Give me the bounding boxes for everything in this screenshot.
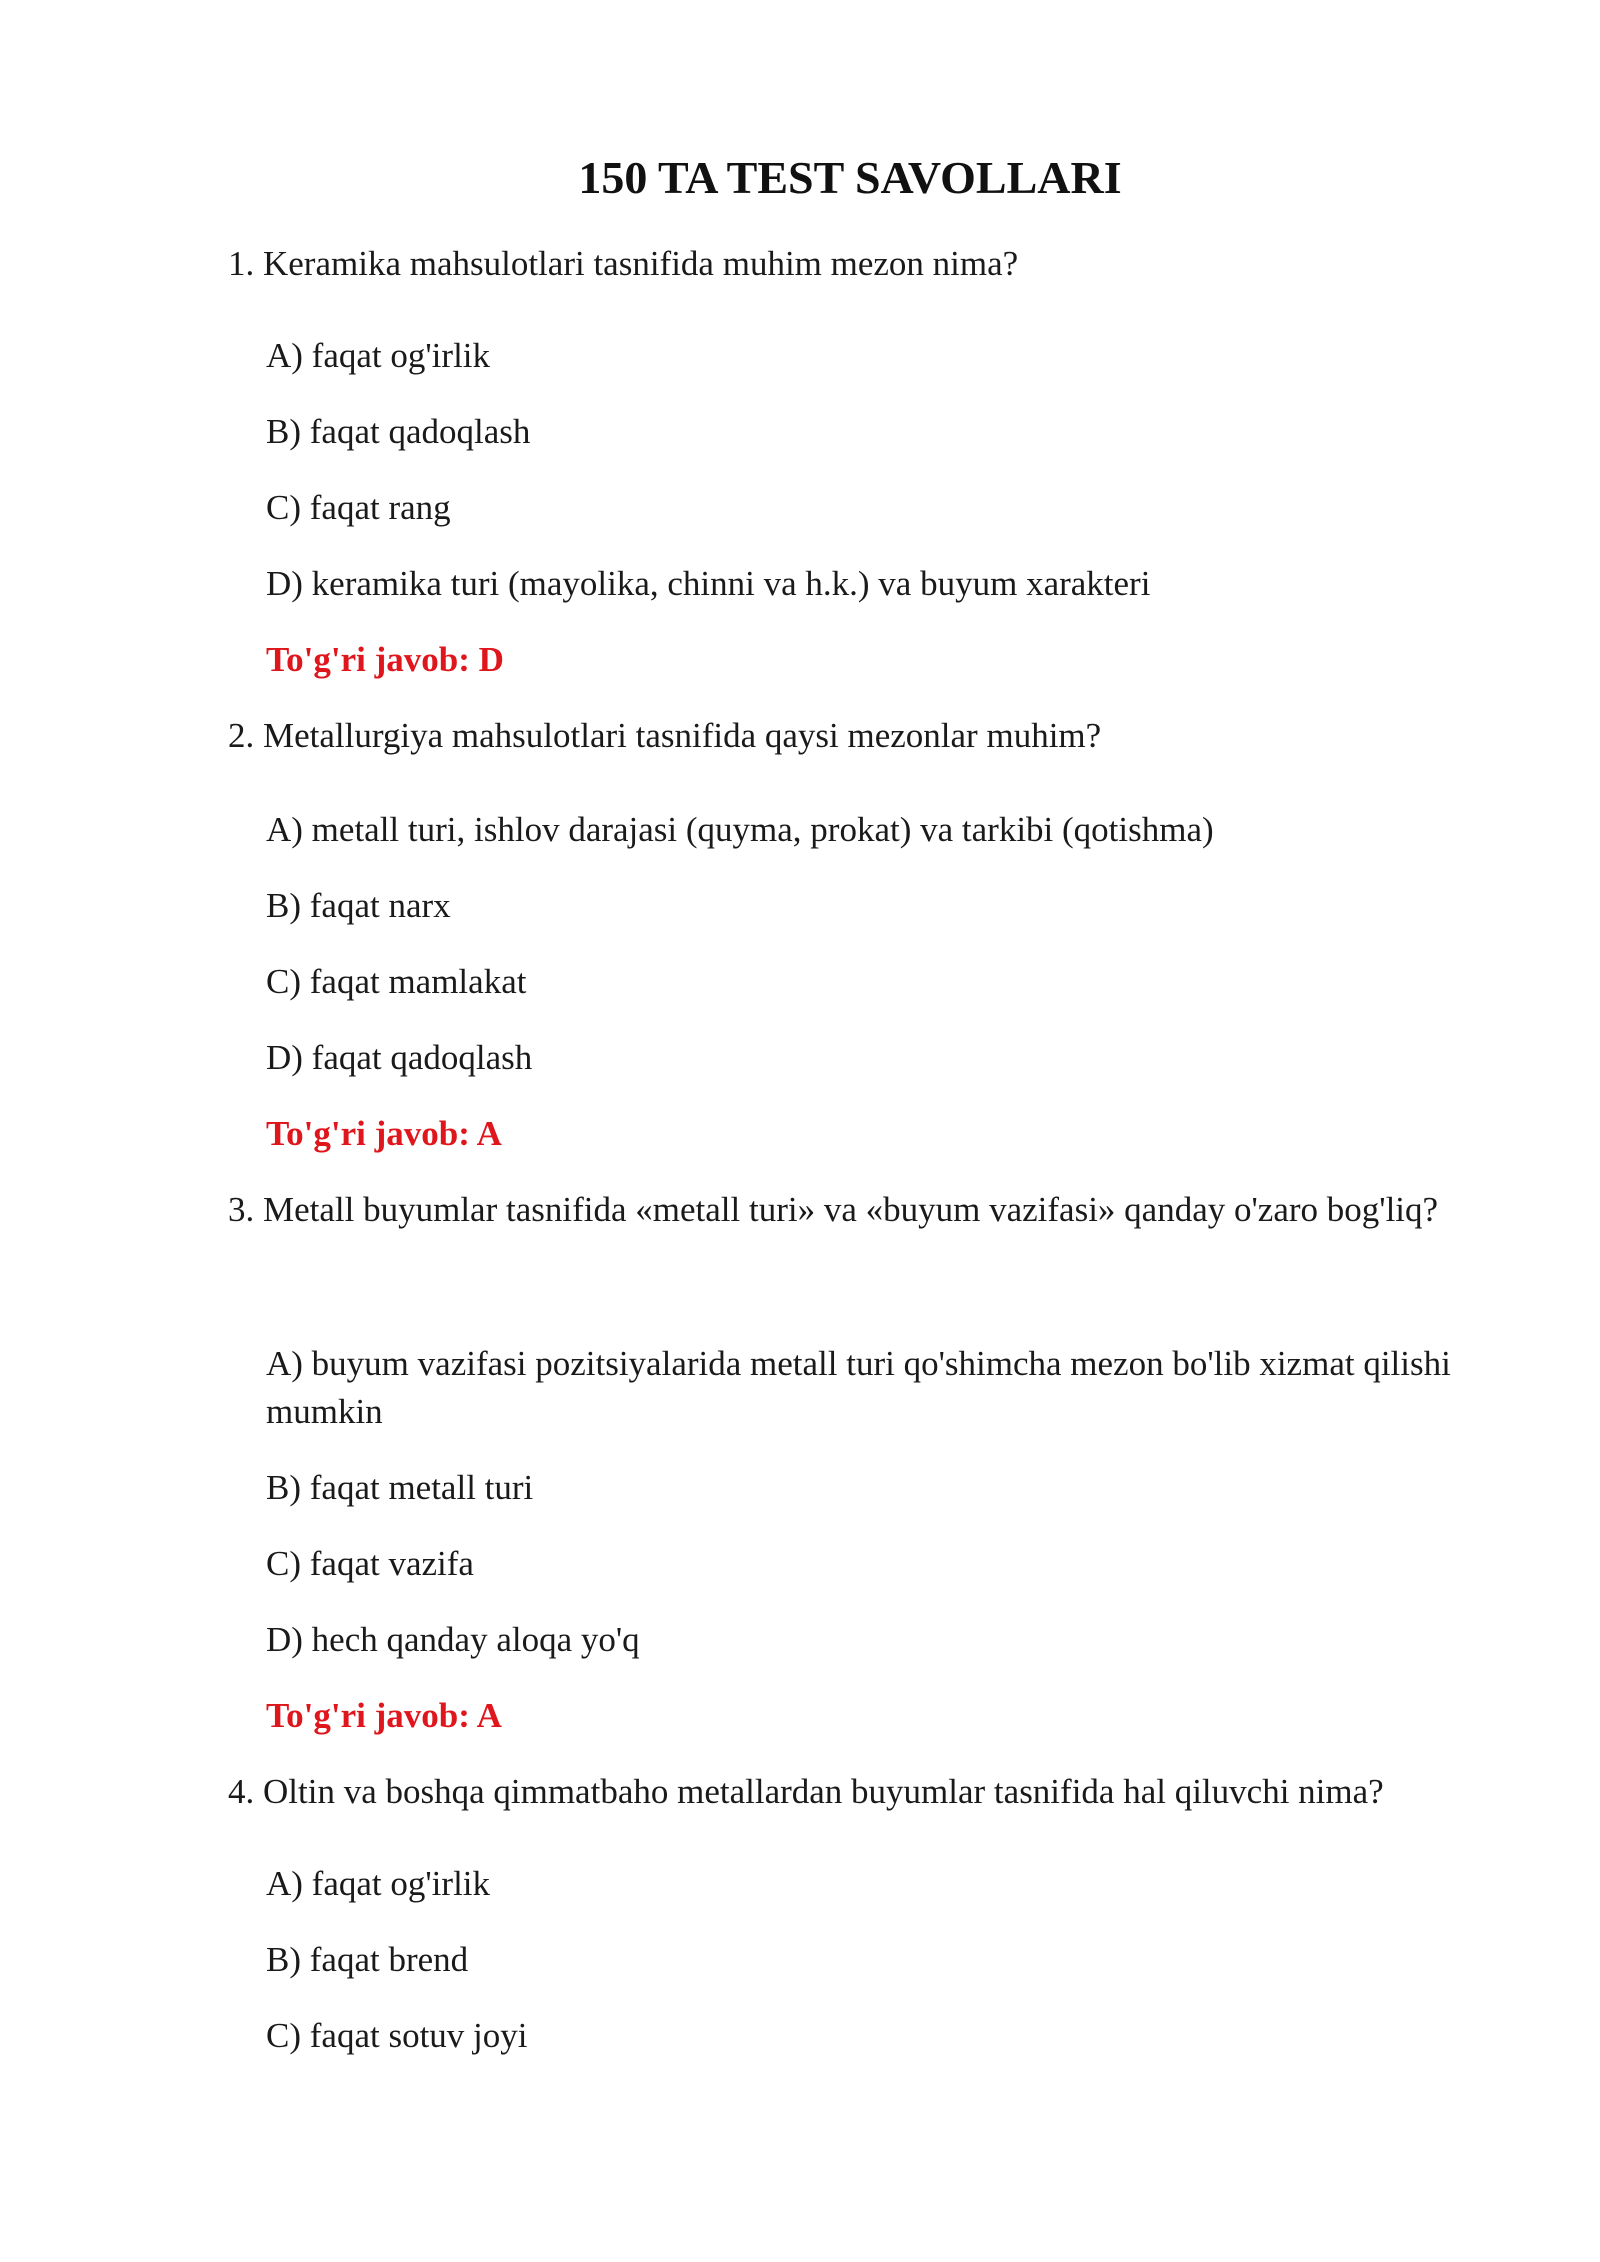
question-1-option-d: D) keramika turi (mayolika, chinni va h.k.) va buyum xarakteri	[266, 564, 1151, 603]
question-1-answer: To'g'ri javob: D	[266, 640, 504, 679]
question-4: 4. Oltin va boshqa qimmatbaho metallardan buyumlar tasnifida hal qiluvchi nima?	[228, 1772, 1384, 1811]
question-2-option-c: C) faqat mamlakat	[266, 962, 527, 1001]
question-3: 3. Metall buyumlar tasnifida «metall turi» va «buyum vazifasi» qanday o'zaro bog'liq?	[228, 1190, 1439, 1229]
question-3-option-c: C) faqat vazifa	[266, 1544, 474, 1583]
question-1: 1. Keramika mahsulotlari tasnifida muhim mezon nima?	[228, 244, 1019, 283]
question-2-answer: To'g'ri javob: A	[266, 1114, 502, 1153]
question-3-option-b: B) faqat metall turi	[266, 1468, 534, 1507]
question-4-option-c: C) faqat sotuv joyi	[266, 2016, 528, 2055]
question-1-option-c: C) faqat rang	[266, 488, 451, 527]
question-4-option-a: A) faqat og'irlik	[266, 1864, 491, 1903]
question-4-option-b: B) faqat brend	[266, 1940, 469, 1979]
question-2-option-b: B) faqat narx	[266, 886, 451, 925]
question-1-option-b: B) faqat qadoqlash	[266, 412, 531, 451]
question-3-option-a: A) buyum vazifasi pozitsiyalarida metall turi qo'shimcha mezon bo'lib xizmat qilishi mumkin	[266, 1344, 1451, 1431]
question-2: 2. Metallurgiya mahsulotlari tasnifida qaysi mezonlar muhim?	[228, 716, 1102, 755]
question-1-option-a: A) faqat og'irlik	[266, 336, 491, 375]
question-3-answer: To'g'ri javob: A	[266, 1696, 502, 1735]
page-title: 150 TA TEST SAVOLLARI	[578, 152, 1122, 203]
question-2-option-a: A) metall turi, ishlov darajasi (quyma, prokat) va tarkibi (qotishma)	[266, 810, 1214, 849]
question-2-option-d: D) faqat qadoqlash	[266, 1038, 533, 1077]
question-3-option-d: D) hech qanday aloqa yo'q	[266, 1620, 640, 1659]
